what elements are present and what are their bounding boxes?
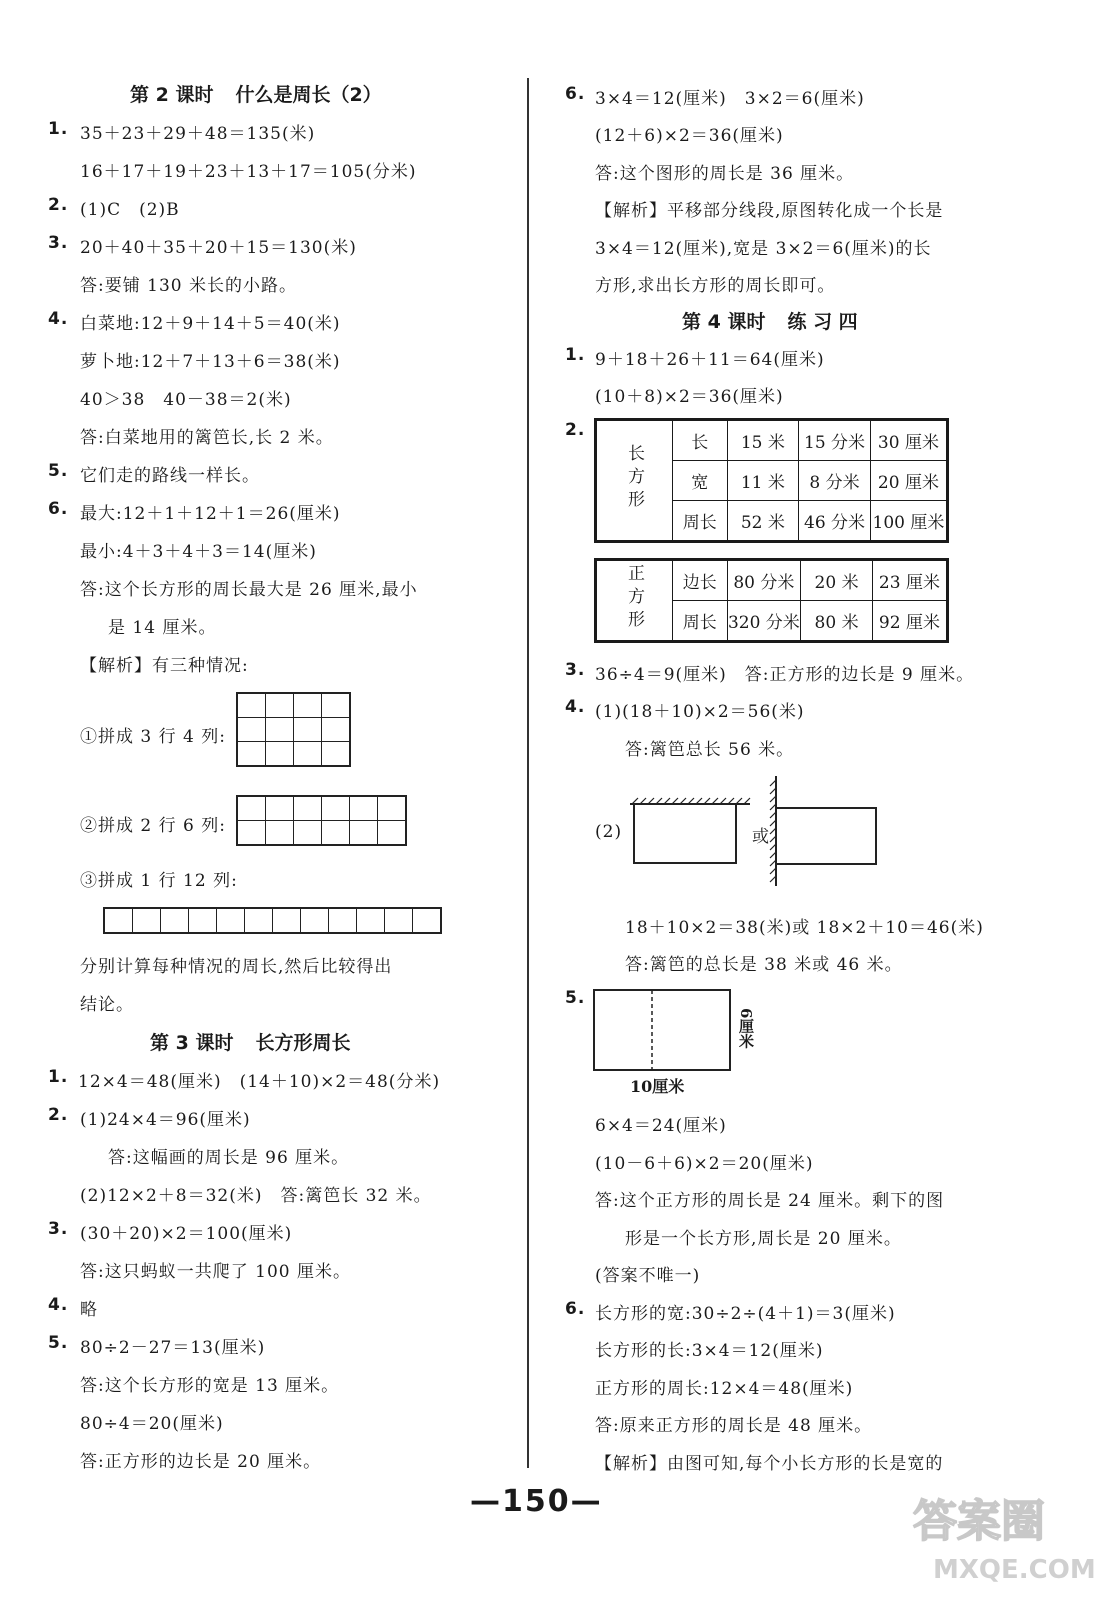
- answer-line: 80÷2－27＝13(厘米): [80, 1338, 266, 1358]
- answer-line: (10－6＋6)×2＝20(厘米): [595, 1154, 814, 1174]
- row-label: 宽: [673, 461, 728, 501]
- grid-1x12: [103, 907, 442, 934]
- column-divider: [527, 78, 529, 1468]
- lesson3-title: 第 3 课时: [150, 1032, 234, 1054]
- question-number: 6.: [565, 84, 586, 104]
- question-number: 1.: [48, 119, 69, 139]
- answer-line: 答:这只蚂蚁一共爬了 100 厘米。: [80, 1262, 351, 1282]
- table-row: [596, 560, 948, 601]
- table-cell: 30 厘米: [870, 420, 947, 461]
- question-number: 6.: [565, 1299, 586, 1319]
- or-label: 或: [752, 827, 770, 847]
- question-number: 3.: [565, 660, 586, 680]
- table-cell: 92 厘米: [872, 601, 947, 642]
- answer-line: 36÷4＝9(厘米) 答:正方形的边长是 9 厘米。: [595, 665, 975, 685]
- table-row: [596, 420, 948, 461]
- width-label: 10厘米: [630, 1077, 685, 1096]
- table-cell: 52 米: [727, 501, 799, 542]
- answer-line: 长方形的宽:30÷2÷(4＋1)＝3(厘米): [595, 1304, 896, 1324]
- answer-line: (1)24×4＝96(厘米): [80, 1110, 251, 1130]
- question-number: 2.: [565, 420, 586, 440]
- answer-line: 答:篱笆总长 56 米。: [625, 740, 795, 760]
- square-table: [594, 558, 949, 643]
- row-label: 边长: [673, 560, 728, 601]
- analysis-line: 方形,求出长方形的周长即可。: [595, 276, 836, 296]
- answer-line: 20＋40＋35＋20＋15＝130(米): [80, 238, 357, 258]
- lesson4-title: 第 4 课时: [682, 311, 766, 333]
- analysis-line: 结论。: [80, 995, 134, 1015]
- grid-3x4: [236, 692, 351, 767]
- table-cell: 15 米: [727, 420, 799, 461]
- answer-line: 答:这个正方形的周长是 24 厘米。剩下的图: [595, 1191, 945, 1211]
- answer-line: 答:篱笆的总长是 38 米或 46 米。: [625, 955, 903, 975]
- question-number: 4.: [48, 1295, 69, 1315]
- answer-line: 它们走的路线一样长。: [80, 466, 260, 486]
- answer-line: 9＋18＋26＋11＝64(厘米): [595, 350, 825, 370]
- analysis-line: 【解析】平移部分线段,原图转化成一个长是: [595, 201, 944, 221]
- table-cell: 11 米: [727, 461, 799, 501]
- answer-line: 最小:4＋3＋4＋3＝14(厘米): [80, 542, 317, 562]
- grid-2x6: [236, 795, 407, 846]
- analysis-line: 【解析】由图可知,每个小长方形的长是宽的: [595, 1454, 944, 1474]
- answer-line: 长方形的长:3×4＝12(厘米): [595, 1341, 824, 1361]
- row-label: 周长: [673, 501, 728, 542]
- answer-line: 正方形的周长:12×4＝48(厘米): [595, 1379, 854, 1399]
- rectangle-table: [594, 418, 949, 543]
- question-number: 5.: [565, 988, 586, 1008]
- answer-line: 答:正方形的边长是 20 厘米。: [80, 1452, 322, 1472]
- answer-line: (10＋8)×2＝36(厘米): [595, 387, 784, 407]
- question-number: 4.: [565, 697, 586, 717]
- page-number: —150—: [470, 1484, 603, 1519]
- answer-line: 是 14 厘米。: [108, 618, 217, 638]
- case-label: ②拼成 2 行 6 列:: [80, 816, 226, 836]
- table-cell: 15 分米: [799, 420, 871, 461]
- answer-line: (1)(18＋10)×2＝56(米): [595, 702, 805, 722]
- case-label: ①拼成 3 行 4 列:: [80, 727, 226, 747]
- question-number: 4.: [48, 309, 69, 329]
- answer-line: 答:这个长方形的宽是 13 厘米。: [80, 1376, 340, 1396]
- question-number: 3.: [48, 1219, 69, 1239]
- answer-line: (12＋6)×2＝36(厘米): [595, 126, 784, 146]
- question-number: 1.: [48, 1067, 69, 1087]
- question-number: 3.: [48, 233, 69, 253]
- answer-line: 答:这个长方形的周长最大是 26 厘米,最小: [80, 580, 418, 600]
- answer-line: 白菜地:12＋9＋14＋5＝40(米): [80, 314, 341, 334]
- answer-line: 18＋10×2＝38(米)或 18×2＋10＝46(米): [625, 918, 984, 938]
- answer-line: 40＞38 40－38＝2(米): [80, 390, 292, 410]
- table-cell: 100 厘米: [870, 501, 947, 542]
- answer-line: (2)12×2＋8＝32(米) 答:篱笆长 32 米。: [80, 1186, 432, 1206]
- lesson2-name: 什么是周长（2）: [235, 84, 382, 106]
- question-number: 5.: [48, 1333, 69, 1353]
- answer-line: 6×4＝24(厘米): [595, 1116, 727, 1136]
- answer-line: (1)C (2)B: [80, 200, 180, 220]
- table-cell: 8 分米: [799, 461, 871, 501]
- answer-line: 12×4＝48(厘米) (14＋10)×2＝48(分米): [78, 1072, 441, 1092]
- row-label: 长: [673, 420, 728, 461]
- answer-line: 3×4＝12(厘米) 3×2＝6(厘米): [595, 89, 865, 109]
- watermark-url: MXQE.COM: [933, 1555, 1095, 1585]
- watermark-text: 答案圈: [913, 1496, 1045, 1547]
- table-cell: 20 厘米: [870, 461, 947, 501]
- watermark-logo: [905, 1478, 1095, 1588]
- answer-line: 答:这幅画的周长是 96 厘米。: [108, 1148, 350, 1168]
- answer-line: 答:白菜地用的篱笆长,长 2 米。: [80, 428, 334, 448]
- question-number: 5.: [48, 461, 69, 481]
- lesson4-heading: [682, 307, 880, 334]
- table-cell: 320 分米: [727, 601, 801, 642]
- group-label: 长方形: [624, 443, 644, 513]
- height-label: 6厘米: [737, 1008, 755, 1049]
- group-label-cell: [596, 560, 673, 642]
- lesson3-heading: [150, 1028, 372, 1055]
- lesson4-name: 练 习 四: [787, 311, 858, 333]
- answer-line: (答案不唯一): [595, 1266, 701, 1286]
- answer-line: 最大:12＋1＋12＋1＝26(厘米): [80, 504, 341, 524]
- answer-line: 形是一个长方形,周长是 20 厘米。: [625, 1229, 902, 1249]
- table-cell: 80 米: [801, 601, 873, 642]
- table-cell: 80 分米: [727, 560, 801, 601]
- analysis-line: 3×4＝12(厘米),宽是 3×2＝6(厘米)的长: [595, 239, 932, 259]
- answer-line: 35＋23＋29＋48＝135(米): [80, 124, 316, 144]
- answer-line: 16＋17＋19＋23＋13＋17＝105(分米): [80, 162, 417, 182]
- answer-line: 略: [80, 1300, 98, 1320]
- analysis-line: 【解析】有三种情况:: [80, 656, 249, 676]
- answer-line: (30＋20)×2＝100(厘米): [80, 1224, 293, 1244]
- lesson2-heading: [130, 80, 404, 107]
- group-label: 正方形: [624, 563, 644, 633]
- answer-line: 萝卜地:12＋7＋13＋6＝38(米): [80, 352, 341, 372]
- question-number: 1.: [565, 345, 586, 365]
- part-label: (2): [595, 822, 623, 842]
- lesson2-title: 第 2 课时: [130, 84, 214, 106]
- answer-line: 80÷4＝20(厘米): [80, 1414, 224, 1434]
- table-cell: 23 厘米: [872, 560, 947, 601]
- answer-line: 答:原来正方形的周长是 48 厘米。: [595, 1416, 873, 1436]
- question-number: 2.: [48, 1105, 69, 1125]
- table-cell: 46 分米: [799, 501, 871, 542]
- group-label-cell: [596, 420, 673, 542]
- answer-line: 答:这个图形的周长是 36 厘米。: [595, 164, 855, 184]
- case-label: ③拼成 1 行 12 列:: [80, 871, 238, 891]
- answer-line: 答:要铺 130 米长的小路。: [80, 276, 297, 296]
- question-number: 2.: [48, 195, 69, 215]
- table-cell: 20 米: [801, 560, 873, 601]
- analysis-line: 分别计算每种情况的周长,然后比较得出: [80, 957, 393, 977]
- lesson3-name: 长方形周长: [255, 1032, 351, 1054]
- row-label: 周长: [673, 601, 728, 642]
- question-number: 6.: [48, 499, 69, 519]
